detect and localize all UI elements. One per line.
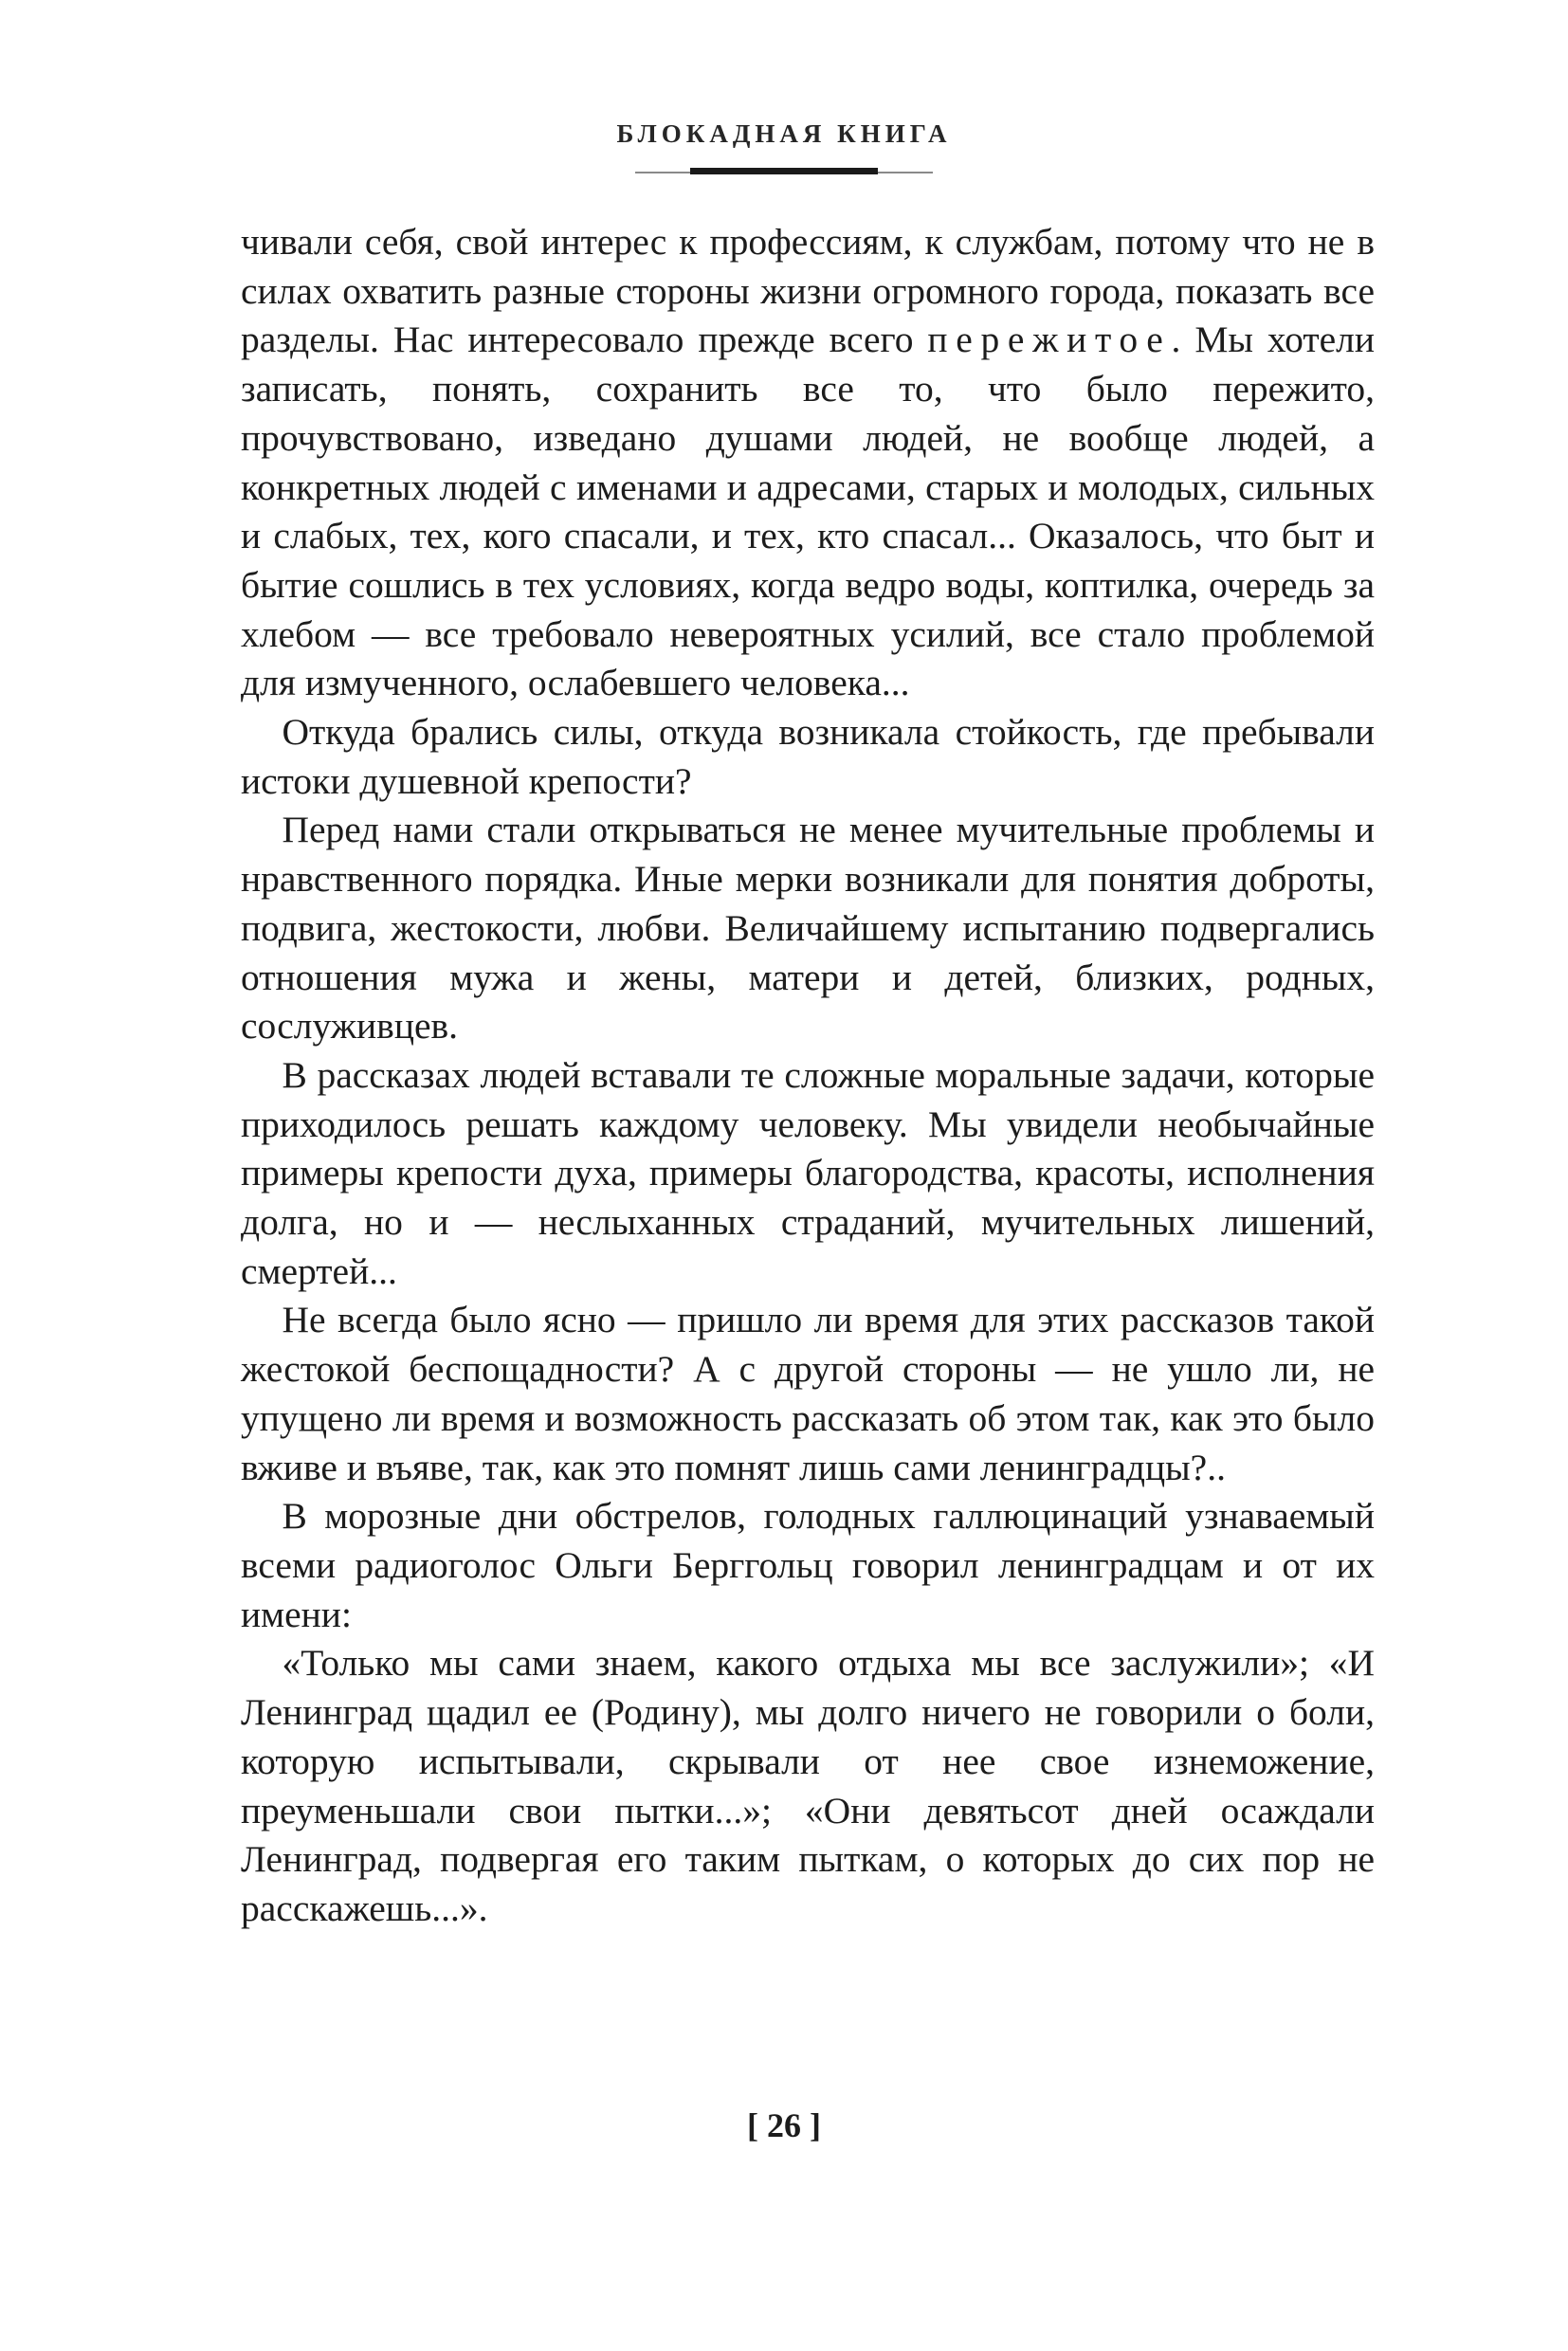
paragraph-1-part-a: чивали себя, свой интерес к профессиям, к службам, потому что не в силах охватить разные стороны жизни огромного города, показать все разделы. Нас интересовало прежде всего xyxy=(241,221,1375,361)
paragraph-1 xyxy=(241,218,1375,708)
paragraph-6: В морозные дни обстрелов, голодных галлюцинаций узнаваемый всеми радиоголос Ольги Берггольц говорил ленинградцам и от их имени: xyxy=(241,1495,1375,1635)
paragraph-5: Не всегда было ясно — пришло ли время для этих рассказов такой жестокой беспощадности? А с другой стороны — не ушло ли, не упущено ли время и возможность рассказать об этом так, как это было вживе и въяве, так, как это помнят лишь сами ленинградцы?.. xyxy=(241,1299,1375,1488)
running-head: БЛОКАДНАЯ КНИГА xyxy=(616,119,952,148)
header-rule-accent xyxy=(690,168,878,174)
paragraph-3: Перед нами стали открываться не менее мучительные проблемы и нравственного порядка. Иные мерки возникали для понятия доброты, подвига, жестокости, любви. Величайшему испытанию подвергались отношения мужа и жены, матери и детей, близких, родных, сослуживцев. xyxy=(241,809,1375,1048)
emphasis-spaced-word: пережитое xyxy=(927,319,1172,361)
page-number: [ 26 ] xyxy=(747,2106,821,2144)
main-text xyxy=(241,218,1375,1934)
paragraph-2: Откуда брались силы, откуда возникала стойкость, где пребывали истоки душевной крепости? xyxy=(241,711,1375,802)
paragraph-1-part-b: . Мы хотели записать, понять, сохранить все то, что было пережито, прочувствовано, изведано душами людей, не вообще людей, а конкретных людей с именами и адресами, старых и молодых, сильных и слабых, тех, кого спасали, и тех, кто спасал... Оказалось, что быт и бытие сошлись в тех условиях, когда ведро воды, коптилка, очередь за хлебом — все требовало невероятных усилий, все стало проблемой для измученного, ослабевшего человека... xyxy=(241,319,1375,704)
paragraph-7-quote: «Только мы сами знаем, какого отдыха мы все заслужили»; «И Ленинград щадил ее (Родину), мы долго ничего не говорили о боли, которую испытывали, скрывали от нее свое изнеможение, преуменьшали свои пытки...»; «Они девятьсот дней осаждали Ленинград, подвергая его таким пыткам, о которых до сих пор не расскажешь...». xyxy=(241,1642,1375,1929)
paragraph-4: В рассказах людей вставали те сложные моральные задачи, которые приходилось решать каждому человеку. Мы увидели необычайные примеры крепости духа, примеры благородства, красоты, исполнения долга, но и — неслыханных страданий, мучительных лишений, смертей... xyxy=(241,1053,1375,1292)
